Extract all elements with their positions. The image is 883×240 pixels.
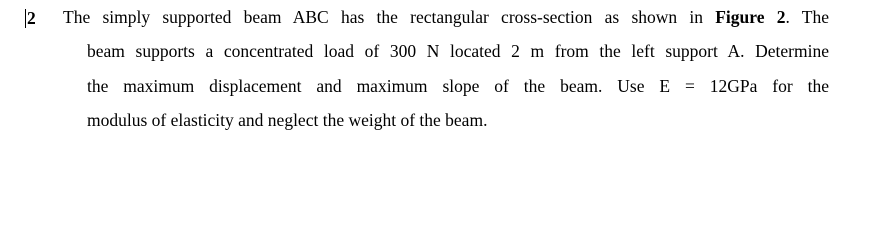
question-text-line-1 xyxy=(63,6,829,28)
figure-reference: Figure 2 xyxy=(715,7,786,27)
question-text-line-2: beam supports a concentrated load of 300 N located 2 m from the left support A. Determine xyxy=(87,41,829,61)
question-text-1b: . The xyxy=(785,7,829,27)
question-text-line-3: the maximum displacement and maximum slope of the beam. Use E = 12GPa for the xyxy=(87,76,829,96)
question-text-1a: The simply supported beam ABC has the rectangular cross-section as shown in xyxy=(63,7,716,27)
question-text-line-4: modulus of elasticity and neglect the weight of the beam. xyxy=(87,110,488,130)
question-number: 2 xyxy=(27,8,36,28)
text-cursor xyxy=(25,9,26,28)
